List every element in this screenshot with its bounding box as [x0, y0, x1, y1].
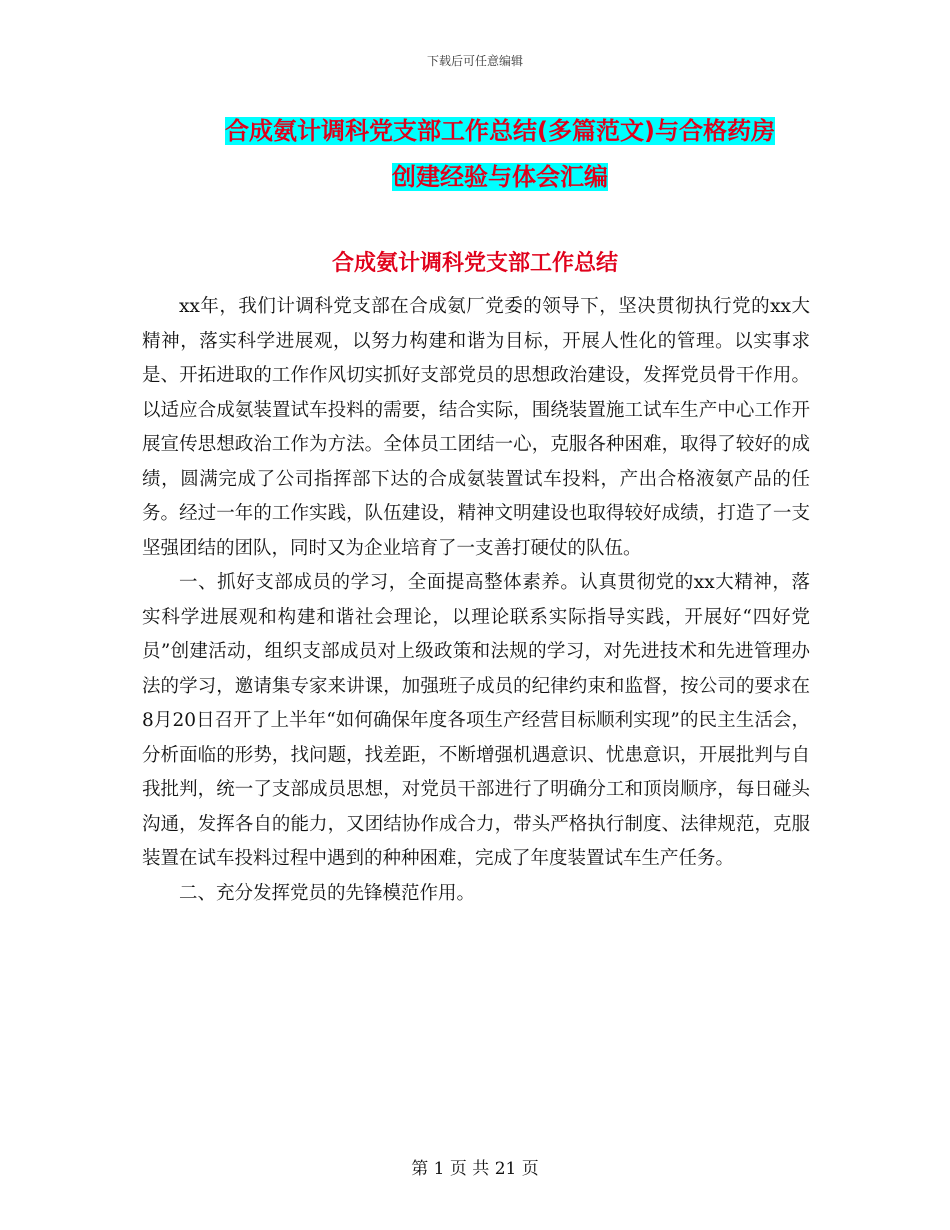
- paragraph-intro: xx年，我们计调科党支部在合成氨厂党委的领导下，坚决贯彻执行党的xx大精神，落实科学进展观，以努力构建和谐为目标，开展人性化的管理。以实事求是、开拓进取的工作作风切实抓好支部党员的思想政治建设，发挥党员骨干作用。以适应合成氨装置试车投料的需要，结合实际，围绕装置施工试车生产中心工作开展宣传思想政治工作为方法。全体员工团结一心，克服各种困难，取得了较好的成绩，圆满完成了公司指挥部下达的合成氨装置试车投料，产出合格液氨产品的任务。经过一年的工作实践，队伍建设，精神文明建设也取得较好成绩，打造了一支坚强团结的团队，同时又为企业培育了一支善打硬仗的队伍。: [142, 296, 810, 559]
- header-note: 下载后可任意编辑: [426, 54, 523, 68]
- page-footer: 第 1 页 共 21 页: [411, 1159, 539, 1179]
- document-title-line2: 创建经验与体会汇编: [392, 163, 608, 191]
- document-title-line1: 合成氨计调科党支部工作总结(多篇范文)与合格药房: [225, 117, 775, 145]
- body-text: [142, 290, 810, 911]
- document-title: [140, 108, 860, 200]
- paragraph-point-two: 二、充分发挥党员的先锋模范作用。: [179, 882, 476, 904]
- paragraph-point-one: 一、抓好支部成员的学习，全面提高整体素养。认真贯彻党的xx大精神，落实科学进展观和构建和谐社会理论，以理论联系实际指导实践，开展好“四好党员”创建活动，组织支部成员对上级政策和法规的学习，对先进技术和先进管理办法的学习，邀请集专家来讲课，加强班子成员的纪律约束和监督，按公司的要求在8月20日召开了上半年“如何确保年度各项生产经营目标顺利实现”的民主生活会，分析面临的形势，找问题，找差距，不断增强机遇意识、忧患意识，开展批判与自我批判，统一了支部成员思想，对党员干部进行了明确分工和顶岗顺序，每日碰头沟通，发挥各自的能力，又团结协作成合力，带头严格执行制度、法律规范，克服装置在试车投料过程中遇到的种种困难，完成了年度装置试车生产任务。: [142, 572, 810, 869]
- section-title: 合成氨计调科党支部工作总结: [331, 251, 618, 276]
